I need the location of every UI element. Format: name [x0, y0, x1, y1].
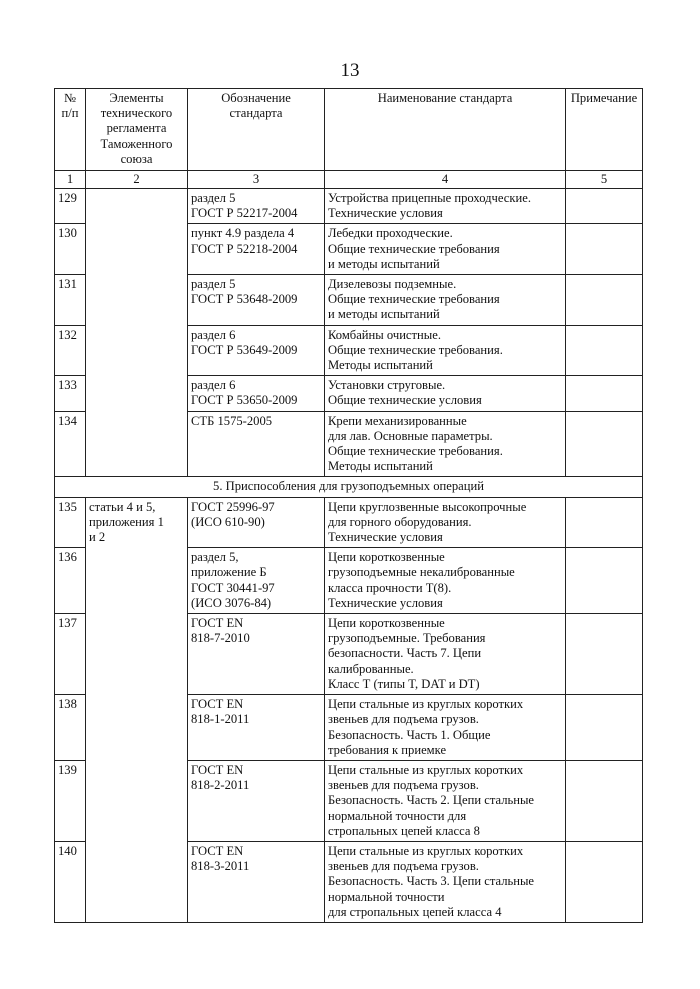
text-line: для лав. Основные параметры.: [328, 428, 493, 443]
text-line: статьи 4 и 5,: [89, 499, 156, 514]
text-line: Методы испытаний: [328, 358, 433, 373]
text-line: Безопасность. Часть 1. Общие: [328, 727, 491, 742]
row-number: [55, 189, 86, 224]
text-line: стандарта: [229, 106, 283, 121]
table-header-row: [55, 89, 643, 171]
group-b-rows: [55, 497, 643, 922]
text-line: Цепи стальные из круглых коротких: [328, 762, 524, 777]
text-line: СТБ 1575-2005: [191, 413, 273, 428]
text-line: раздел 6: [191, 378, 236, 393]
standard-designation: [188, 325, 325, 376]
row-number: [55, 614, 86, 695]
row-number: [55, 325, 86, 376]
text-line: класса прочности Т(8).: [328, 580, 452, 595]
text-line: 134: [58, 413, 77, 428]
text-line: Класс Т (типы T, DAT и DT): [328, 676, 480, 691]
text-line: стропальных цепей класса 8: [328, 823, 480, 838]
note-cell: [566, 760, 643, 841]
column-number: 2: [86, 171, 188, 189]
text-line: Обозначение: [221, 91, 291, 105]
text-line: Цепи стальные из круглых коротких: [328, 697, 524, 712]
text-line: и 2: [89, 530, 106, 545]
text-line: пункт 4.9 раздела 4: [191, 226, 295, 241]
text-line: 137: [58, 616, 77, 631]
standard-name: [325, 614, 566, 695]
header-name: [325, 89, 566, 171]
standard-name: [325, 695, 566, 761]
standard-name: [325, 548, 566, 614]
standards-table: [54, 88, 643, 923]
text-line: ГОСТ 30441-97: [191, 580, 275, 595]
standard-name: [325, 325, 566, 376]
section-row: [55, 477, 643, 497]
standard-designation: [188, 841, 325, 922]
text-line: грузоподъемные. Требования: [328, 631, 486, 646]
row-number: [55, 497, 86, 548]
header-elements: [86, 89, 188, 171]
text-line: Наименование стандарта: [377, 91, 513, 105]
text-line: раздел 5: [191, 191, 236, 205]
text-line: Цепи короткозвенные: [328, 550, 445, 565]
text-line: Цепи стальные из круглых коротких: [328, 843, 524, 858]
text-line: союза: [120, 151, 153, 166]
standard-name: [325, 376, 566, 411]
text-line: раздел 5,: [191, 550, 239, 565]
text-line: ГОСТ Р 53649-2009: [191, 342, 298, 357]
text-line: Установки струговые.: [328, 378, 446, 393]
text-line: раздел 5: [191, 277, 236, 292]
note-cell: [566, 189, 643, 224]
text-line: ГОСТ Р 52217-2004: [191, 206, 298, 221]
text-line: Таможенного: [100, 136, 173, 151]
text-line: звеньев для подъема грузов.: [328, 859, 479, 874]
standard-designation: [188, 411, 325, 477]
text-line: 138: [58, 697, 77, 712]
text-line: ГОСТ EN: [191, 616, 244, 631]
text-line: 132: [58, 327, 77, 342]
standard-designation: [188, 224, 325, 275]
text-line: 129: [58, 191, 77, 205]
text-line: Лебедки проходческие.: [328, 226, 453, 241]
row-number: [55, 548, 86, 614]
text-line: Технические условия: [328, 595, 443, 610]
text-line: Цепи короткозвенные: [328, 616, 445, 631]
standard-name: [325, 760, 566, 841]
text-line: требования к приемке: [328, 742, 447, 757]
text-line: ГОСТ Р 53648-2009: [191, 292, 298, 307]
text-line: Методы испытаний: [328, 459, 433, 474]
text-line: звеньев для подъема грузов.: [328, 778, 479, 793]
standard-name: [325, 411, 566, 477]
regulation-elements: [86, 189, 188, 477]
note-cell: [566, 497, 643, 548]
table-row: [55, 189, 643, 224]
column-number: 4: [325, 171, 566, 189]
text-line: и методы испытаний: [328, 256, 440, 271]
note-cell: [566, 411, 643, 477]
text-line: 133: [58, 378, 77, 393]
text-line: и методы испытаний: [328, 307, 440, 322]
text-line: Безопасность. Часть 3. Цепи стальные: [328, 874, 535, 889]
standard-designation: [188, 695, 325, 761]
text-line: Примечание: [570, 91, 638, 105]
note-cell: [566, 695, 643, 761]
standard-name: [325, 224, 566, 275]
text-line: 140: [58, 843, 77, 858]
header-number: [55, 89, 86, 171]
header-note: [566, 89, 643, 171]
text-line: для стропальных цепей класса 4: [328, 904, 502, 919]
text-line: 818-2-2011: [191, 778, 250, 793]
text-line: приложение Б: [191, 565, 267, 580]
group-a-rows: [55, 189, 643, 477]
column-number: 5: [566, 171, 643, 189]
note-cell: [566, 841, 643, 922]
text-line: Дизелевозы подземные.: [328, 277, 457, 292]
text-line: звеньев для подъема грузов.: [328, 712, 479, 727]
text-line: Общие технические требования: [328, 292, 500, 307]
page-number: 13: [340, 60, 360, 81]
row-number: [55, 695, 86, 761]
text-line: 131: [58, 277, 77, 292]
text-line: 136: [58, 550, 77, 565]
header-designation: [188, 89, 325, 171]
note-cell: [566, 325, 643, 376]
row-number: [55, 275, 86, 326]
standard-designation: [188, 275, 325, 326]
text-line: Безопасность. Часть 2. Цепи стальные: [328, 793, 535, 808]
text-line: Общие технические требования: [328, 241, 500, 256]
text-line: Технические условия: [328, 206, 443, 221]
row-number: [55, 411, 86, 477]
text-line: технического: [100, 106, 173, 121]
text-line: ГОСТ EN: [191, 697, 244, 712]
text-line: ГОСТ EN: [191, 762, 244, 777]
column-number: 3: [188, 171, 325, 189]
text-line: Крепи механизированные: [328, 413, 467, 428]
text-line: нормальной точности: [328, 889, 445, 904]
text-line: Комбайны очистные.: [328, 327, 441, 342]
text-line: грузоподъемные некалиброванные: [328, 565, 515, 580]
text-line: Устройства прицепные проходческие.: [328, 191, 531, 205]
text-line: ГОСТ Р 53650-2009: [191, 393, 298, 408]
text-line: (ИСО 610-90): [191, 514, 265, 529]
text-line: Общие технические требования.: [328, 342, 503, 357]
standard-name: [325, 497, 566, 548]
section-title: 5. Приспособления для грузоподъемных операций: [55, 477, 643, 497]
standard-designation: [188, 376, 325, 411]
text-line: ГОСТ Р 52218-2004: [191, 241, 298, 256]
text-line: нормальной точности для: [328, 808, 467, 823]
text-line: 818-3-2011: [191, 859, 250, 874]
row-number: [55, 224, 86, 275]
row-number: [55, 841, 86, 922]
text-line: 130: [58, 226, 77, 241]
text-line: ГОСТ 25996-97: [191, 499, 275, 514]
text-line: Цепи круглозвенные высокопрочные: [328, 499, 527, 514]
text-line: Общие технические условия: [328, 393, 482, 408]
text-line: 135: [58, 499, 77, 514]
note-cell: [566, 275, 643, 326]
text-line: калиброванные.: [328, 661, 414, 676]
text-line: п/п: [61, 106, 79, 121]
column-number-row: [55, 171, 643, 189]
row-number: [55, 760, 86, 841]
text-line: (ИСО 3076-84): [191, 595, 272, 610]
standard-name: [325, 841, 566, 922]
note-cell: [566, 614, 643, 695]
text-line: №: [63, 91, 77, 105]
standard-name: [325, 275, 566, 326]
text-line: для горного оборудования.: [328, 514, 472, 529]
note-cell: [566, 224, 643, 275]
note-cell: [566, 548, 643, 614]
standard-designation: [188, 497, 325, 548]
column-number: 1: [55, 171, 86, 189]
text-line: безопасности. Часть 7. Цепи: [328, 646, 482, 661]
standard-name: [325, 189, 566, 224]
standard-designation: [188, 189, 325, 224]
text-line: раздел 6: [191, 327, 236, 342]
text-line: Технические условия: [328, 530, 443, 545]
standard-designation: [188, 760, 325, 841]
standard-designation: [188, 548, 325, 614]
table-row: [55, 497, 643, 548]
text-line: ГОСТ EN: [191, 843, 244, 858]
regulation-elements: [86, 497, 188, 922]
text-line: 818-7-2010: [191, 631, 250, 646]
text-line: 139: [58, 762, 77, 777]
standard-designation: [188, 614, 325, 695]
text-line: 818-1-2011: [191, 712, 250, 727]
text-line: регламента: [106, 121, 167, 136]
text-line: приложения 1: [89, 514, 164, 529]
row-number: [55, 376, 86, 411]
text-line: Элементы: [109, 91, 164, 105]
note-cell: [566, 376, 643, 411]
text-line: Общие технические требования.: [328, 444, 503, 459]
